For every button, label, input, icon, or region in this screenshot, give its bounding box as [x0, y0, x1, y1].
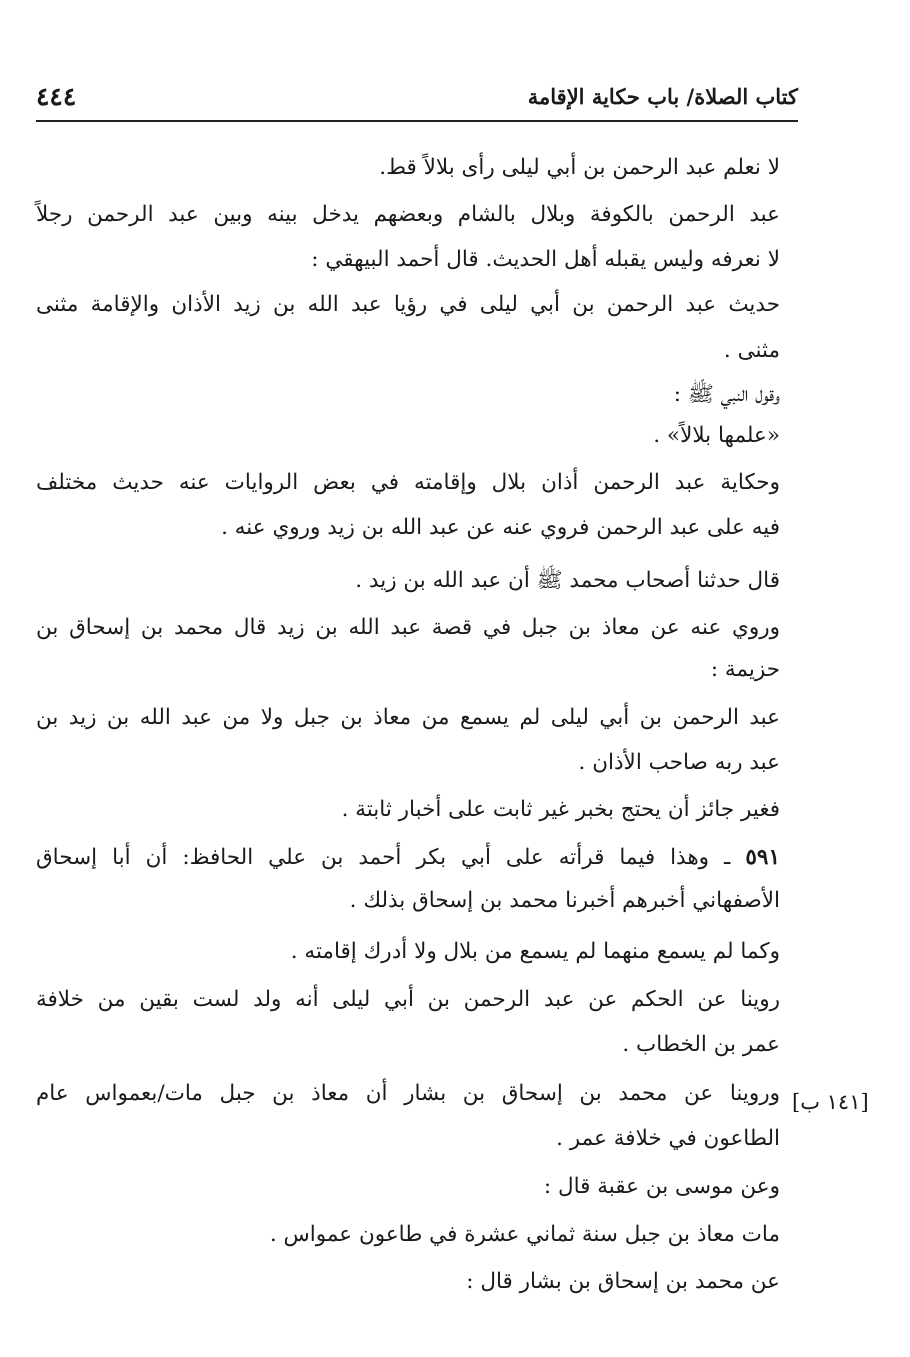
text-line: عمر بن الخطاب .: [622, 1032, 780, 1057]
text-line: عن محمد بن إسحاق بن بشار قال :: [466, 1269, 780, 1294]
running-title: كتاب الصلاة/ باب حكاية الإقامة: [527, 84, 798, 109]
text-line: وكما لم يسمع منهما لم يسمع من بلال ولا أدرك إقامته .: [290, 939, 780, 964]
text-line: الأصفهاني أخبرهم أخبرنا محمد بن إسحاق بذلك .: [349, 888, 780, 913]
hadith-number: ٥٩١: [745, 845, 780, 870]
page-header: [36, 80, 798, 122]
text-line: وروينا عن محمد بن إسحاق بن بشار أن معاذ بن جبل مات/بعمواس عام: [36, 1081, 780, 1106]
text-line: وروي عنه عن معاذ بن جبل في قصة عبد الله بن زيد قال محمد بن إسحاق بن: [36, 615, 780, 640]
text-line: لا نعلم عبد الرحمن بن أبي ليلى رأى بلالاً قط.: [379, 155, 780, 180]
text-line: «علمها بلالاً» .: [653, 423, 780, 448]
text-line: وحكاية عبد الرحمن أذان بلال وإقامته في بعض الروايات عنه حديث مختلف: [36, 470, 780, 495]
text-line: حزيمة :: [710, 657, 780, 682]
text-line: عبد الرحمن بن أبي ليلى لم يسمع من معاذ بن جبل ولا من عبد الله بن زيد بن: [36, 705, 780, 730]
text-line: قال حدثنا أصحاب محمد ﷺ أن عبد الله بن زيد .: [355, 568, 780, 593]
text-line: عبد الرحمن بالكوفة وبلال بالشام وبعضهم يدخل بينه وبين عبد الرحمن رجلاً: [36, 202, 780, 227]
text-line: ٥٩١ ـ وهذا فيما قرأته على أبي بكر أحمد بن علي الحافظ: أن أبا إسحاق: [36, 845, 780, 870]
page-number: ٤٤٤: [36, 82, 77, 111]
text-line: لا نعرفه وليس يقبله أهل الحديث. قال أحمد البيهقي :: [311, 247, 780, 272]
text-line: حديث عبد الرحمن بن أبي ليلى في رؤيا عبد الله بن زيد الأذان والإقامة مثنى: [36, 292, 780, 317]
text-line: عبد ربه صاحب الأذان .: [578, 750, 780, 775]
text-line: فغير جائز أن يحتج بخبر غير ثابت على أخبار ثابتة .: [341, 797, 780, 822]
text-line: الطاعون في خلافة عمر .: [556, 1126, 780, 1151]
text-line: روينا عن الحكم عن عبد الرحمن بن أبي ليلى أنه ولد لست بقين من خلافة: [36, 987, 780, 1012]
text-line: وعن موسى بن عقبة قال :: [543, 1174, 780, 1199]
manuscript-folio-note: [١٤١ ب]: [792, 1090, 869, 1114]
text-line: وقول النبي ﷺ :: [673, 382, 780, 407]
text-line: فيه على عبد الرحمن فروي عنه عن عبد الله بن زيد وروي عنه .: [221, 515, 780, 540]
text-line: مات معاذ بن جبل سنة ثماني عشرة في طاعون عمواس .: [269, 1222, 780, 1247]
text-line: مثنى .: [723, 338, 780, 363]
